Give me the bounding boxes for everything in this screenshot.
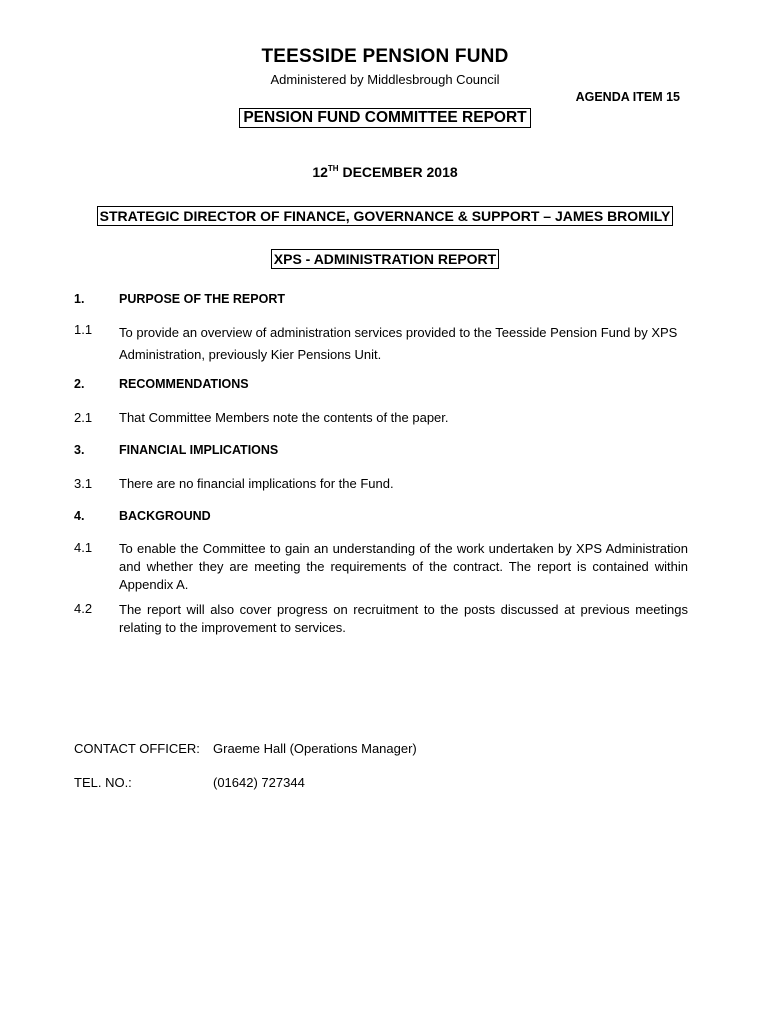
report-date — [0, 164, 770, 180]
section-number: 3. — [74, 443, 85, 457]
paragraph-text: That Committee Members note the contents of the paper. — [119, 410, 449, 425]
director-box — [0, 206, 770, 226]
director-line: STRATEGIC DIRECTOR OF FINANCE, GOVERNANCE & SUPPORT – JAMES BROMILY — [97, 206, 674, 226]
contact-officer-value: Graeme Hall (Operations Manager) — [213, 741, 417, 756]
org-title: TEESSIDE PENSION FUND — [261, 46, 509, 67]
paragraph-number: 4.2 — [74, 601, 93, 616]
paragraph-text: There are no financial implications for the Fund. — [119, 476, 394, 491]
committee-report-title: PENSION FUND COMMITTEE REPORT — [239, 108, 530, 128]
paragraph-text: The report will also cover progress on recruitment to the posts discussed at previous meetings relating to the improvement to services. — [119, 602, 688, 635]
telephone-label: TEL. NO.: — [74, 775, 132, 790]
date-day: 12 — [312, 164, 328, 180]
report-title-box — [0, 249, 770, 269]
date-rest: DECEMBER 2018 — [338, 164, 458, 180]
section-number: 1. — [74, 292, 85, 306]
section-title: BACKGROUND — [119, 509, 211, 523]
contact-officer-label: CONTACT OFFICER: — [74, 741, 200, 756]
paragraph-number: 1.1 — [74, 322, 93, 337]
section-title: FINANCIAL IMPLICATIONS — [119, 443, 279, 457]
telephone-value: (01642) 727344 — [213, 775, 305, 790]
committee-report-box — [0, 108, 770, 128]
section-number: 4. — [74, 509, 85, 523]
paragraph-number: 3.1 — [74, 476, 93, 491]
paragraph-text: To provide an overview of administration services provided to the Teesside Pension Fund by XPS Administration, previously Kier Pensions Unit. — [119, 325, 678, 362]
org-subtitle: Administered by Middlesbrough Council — [270, 72, 500, 87]
section-title: PURPOSE OF THE REPORT — [119, 292, 285, 306]
paragraph-text: To enable the Committee to gain an understanding of the work undertaken by XPS Administration and whether they are meeting the requirements of the contract. The report is contained within Appendix A. — [119, 541, 688, 592]
paragraph-number: 2.1 — [74, 410, 93, 425]
report-title: XPS - ADMINISTRATION REPORT — [271, 249, 499, 269]
paragraph-number: 4.1 — [74, 540, 93, 555]
date-suffix: TH — [327, 164, 339, 173]
agenda-item: AGENDA ITEM 15 — [575, 90, 680, 104]
section-title: RECOMMENDATIONS — [119, 377, 249, 391]
section-number: 2. — [74, 377, 85, 391]
